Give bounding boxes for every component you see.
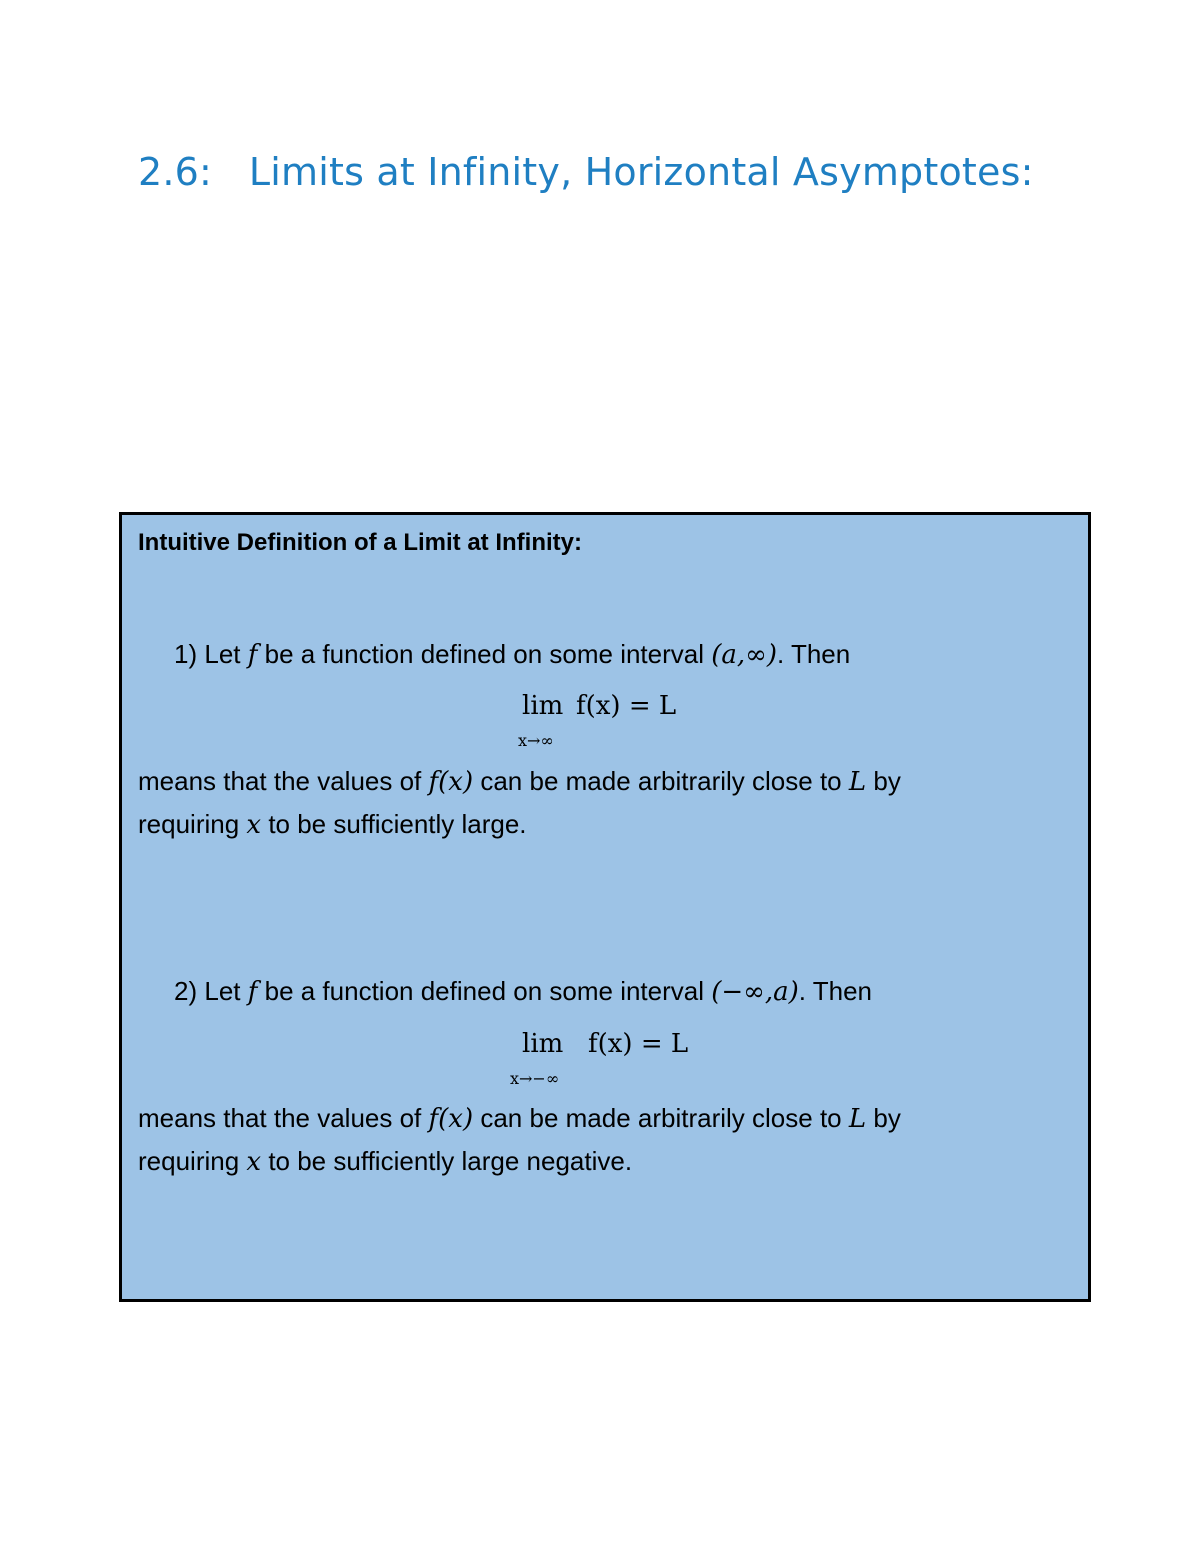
item-1-intro-middle: be a function defined on some interval bbox=[264, 639, 705, 669]
item-2-number: 2) bbox=[174, 976, 198, 1006]
item-1-fx: f(x) bbox=[428, 767, 474, 797]
item-1-text-1: means that the values of bbox=[138, 766, 422, 796]
item-2-text-1: means that the values of bbox=[138, 1103, 422, 1133]
item-2-x: x bbox=[246, 1147, 262, 1177]
item-2-meaning bbox=[138, 1097, 1038, 1183]
item-1-let: Let bbox=[204, 639, 241, 669]
item-2-lim-expression: f(x) = L bbox=[588, 1029, 689, 1059]
page-title: 2.6: Limits at Infinity, Horizontal Asymptotes: bbox=[138, 150, 1034, 194]
item-1-limit bbox=[518, 691, 722, 755]
item-1-func-var: f bbox=[247, 640, 258, 670]
item-2-lim-subscript: x→−∞ bbox=[510, 1069, 560, 1088]
item-2-text-2: can be made arbitrarily close to bbox=[480, 1103, 842, 1133]
item-2-func-var: f bbox=[247, 977, 258, 1007]
item-2-let: Let bbox=[204, 976, 241, 1006]
item-1-text-3: by bbox=[873, 766, 901, 796]
item-2-text-3: by bbox=[873, 1103, 901, 1133]
item-1-lim-expression: f(x) = L bbox=[576, 691, 677, 721]
item-1-L: L bbox=[848, 767, 867, 797]
item-1-text-5: to be sufficiently large. bbox=[268, 809, 527, 839]
item-1-number: 1) bbox=[174, 639, 198, 669]
item-2-L: L bbox=[848, 1104, 867, 1134]
item-1-interval: (a,∞) bbox=[711, 640, 777, 670]
item-1-text-2: can be made arbitrarily close to bbox=[480, 766, 842, 796]
item-1-lim-subscript: x→∞ bbox=[518, 731, 554, 750]
item-2-fx: f(x) bbox=[428, 1104, 474, 1134]
item-1-x: x bbox=[246, 810, 262, 840]
item-2-text-5: to be sufficiently large negative. bbox=[268, 1146, 633, 1176]
item-2-then: . Then bbox=[798, 976, 872, 1006]
definition-box bbox=[119, 512, 1091, 1302]
item-1-text-4: requiring bbox=[138, 809, 240, 839]
definition-heading: Intuitive Definition of a Limit at Infinity: bbox=[138, 529, 582, 556]
item-1-meaning bbox=[138, 760, 1038, 846]
item-2-lim: lim bbox=[522, 1029, 564, 1059]
item-2-limit bbox=[510, 1029, 742, 1093]
item-2-intro bbox=[174, 976, 872, 1007]
item-2-text-4: requiring bbox=[138, 1146, 240, 1176]
item-2-interval: (−∞,a) bbox=[711, 977, 799, 1007]
item-1-then: . Then bbox=[776, 639, 851, 669]
item-1-intro bbox=[174, 639, 850, 670]
item-1-lim: lim bbox=[522, 691, 564, 721]
item-2-intro-middle: be a function defined on some interval bbox=[264, 976, 705, 1006]
